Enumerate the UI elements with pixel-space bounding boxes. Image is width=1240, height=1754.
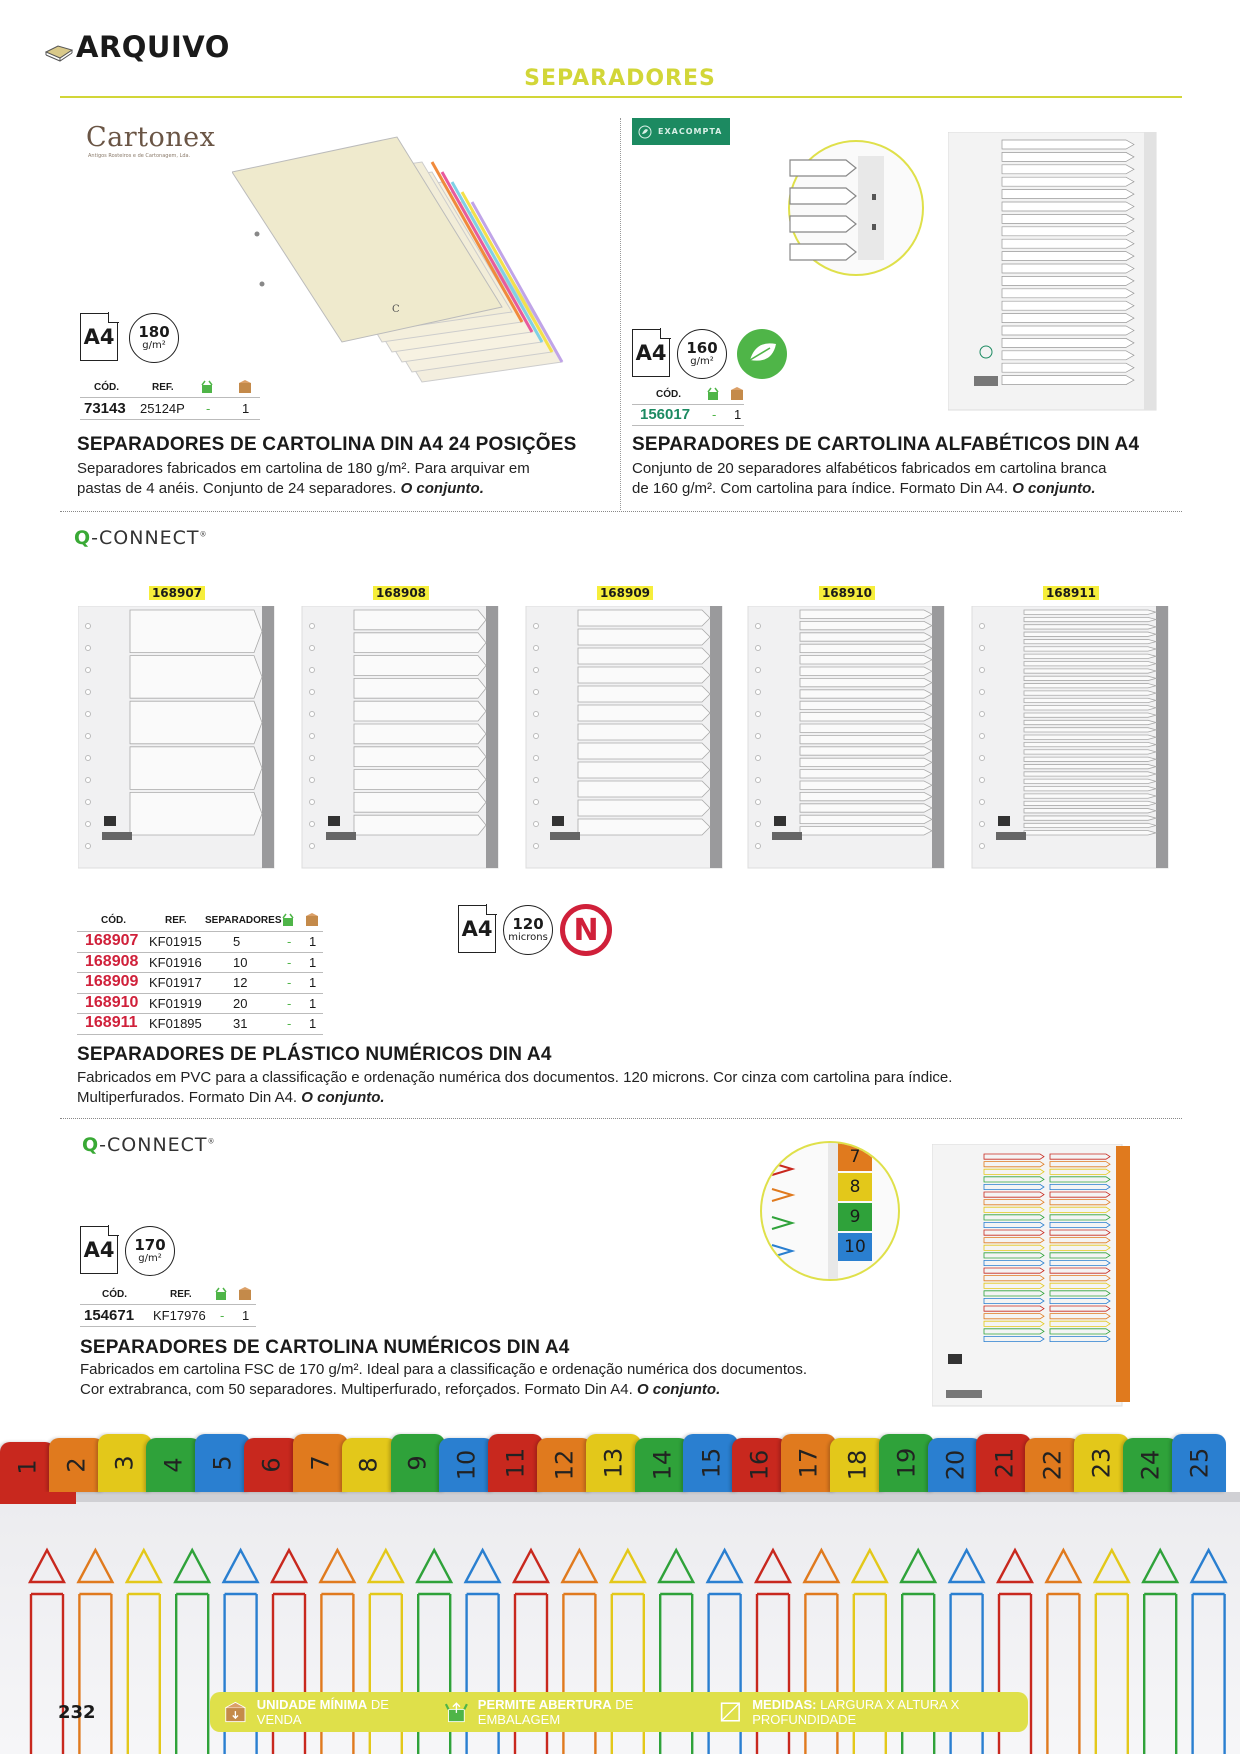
- new-product-badge: N: [560, 904, 612, 956]
- legend-bar: [210, 1692, 1028, 1732]
- cartonex-logo: Cartonex: [86, 122, 216, 153]
- opening-value: -: [287, 995, 292, 1011]
- banner-arrow-outline: [127, 1550, 161, 1754]
- page-number: 232: [58, 1702, 96, 1723]
- unit-value: 1: [309, 954, 317, 970]
- banner-tab-label: 8: [355, 1457, 384, 1473]
- alphabetic-tab: [1002, 363, 1134, 372]
- a4-size-badge: A4: [80, 313, 118, 361]
- alphabetic-tabs-zoom-image: [786, 138, 926, 278]
- plastic-dividers-images: [78, 606, 1178, 872]
- plastic-dividers-gallery: [78, 582, 1178, 872]
- col-code-header: CÓD.: [94, 382, 119, 393]
- alphabetic-tab: [1002, 376, 1134, 385]
- min-unit-box-icon: [238, 1287, 252, 1301]
- a4-size-badge: A4: [80, 1226, 118, 1274]
- col-code-header: CÓD.: [101, 915, 126, 926]
- product-ref: 25124P: [140, 401, 185, 416]
- product-code: 168908: [85, 952, 139, 970]
- zoom-tab: 9: [838, 1203, 872, 1231]
- open-package-icon: [200, 380, 214, 394]
- open-package-icon: [214, 1287, 228, 1301]
- paper-weight-badge: [125, 1226, 175, 1276]
- banner-number-tab: [98, 1434, 153, 1492]
- banner-arrow-outline: [78, 1550, 112, 1754]
- legend-opening: PERMITE ABERTURA DE EMBALAGEM: [477, 1697, 634, 1727]
- banner-number-tab: [1123, 1438, 1178, 1492]
- opening-value: -: [220, 1308, 225, 1323]
- banner-tab-label: 18: [843, 1449, 872, 1481]
- banner-tab-label: 3: [111, 1455, 140, 1471]
- banner-tab-label: 4: [159, 1457, 188, 1473]
- product-ref: KF01917: [149, 975, 202, 990]
- col-ref-header: REF.: [152, 382, 174, 393]
- dimensions-icon: [719, 1699, 742, 1725]
- banner-tab-label: 12: [550, 1449, 579, 1481]
- plastic-divider-sheet: [302, 606, 498, 868]
- plastic-divider-sheet: [748, 606, 944, 868]
- cartonex-dividers-image: [232, 132, 582, 402]
- banner-number-tab: [244, 1438, 299, 1492]
- banner-number-tab: [879, 1434, 934, 1492]
- alphabetic-tab: [1002, 190, 1134, 199]
- thickness-unit: microns: [508, 932, 548, 943]
- unit-value: 1: [734, 407, 742, 422]
- banner-tab-label: 23: [1087, 1447, 1116, 1479]
- product-title: SEPARADORES DE CARTOLINA ALFABÉTICOS DIN A4: [632, 434, 1140, 455]
- banner-number-tab: [439, 1438, 494, 1492]
- image-label: 168908: [302, 582, 500, 601]
- product-description: Conjunto de 20 separadores alfabéticos fabricados em cartolina branca de 160 g/m². Com cartolina para índice. Formato Din A4. O conjunto.: [632, 460, 1107, 497]
- banner-number-tab: [49, 1438, 104, 1492]
- alphabetic-tab: [1002, 227, 1134, 236]
- banner-tab-label: 10: [452, 1449, 481, 1481]
- banner-tab-label: 21: [989, 1447, 1018, 1479]
- banner-number-tab: [0, 1442, 55, 1492]
- separators-count: 12: [233, 975, 248, 990]
- zoom-tab: 10: [838, 1233, 872, 1261]
- banner-number-tab: [683, 1434, 738, 1492]
- banner-number-tab: [537, 1438, 592, 1492]
- product-title: SEPARADORES DE PLÁSTICO NUMÉRICOS DIN A4: [77, 1044, 552, 1065]
- alphabetic-tab: [1002, 202, 1134, 211]
- product-ref: KF01919: [149, 995, 202, 1011]
- paper-weight-value: 170: [134, 1236, 166, 1254]
- banner-tab-label: 9: [403, 1455, 432, 1471]
- alphabetic-tab: [1002, 276, 1134, 285]
- banner-arrow-outline: [1095, 1550, 1129, 1754]
- q-connect-logo: Q-CONNECT®: [74, 527, 208, 549]
- banner-number-tab: [928, 1438, 983, 1492]
- unit-value: 1: [309, 975, 317, 990]
- banner-number-tab: [195, 1434, 250, 1492]
- unit-value: 1: [309, 995, 317, 1011]
- plastic-divider-sheet: [526, 606, 722, 868]
- product-ref: KF01916: [149, 954, 202, 970]
- separators-count: 31: [233, 1016, 248, 1031]
- alphabetic-tab: [1002, 252, 1134, 261]
- section-divider: [60, 1118, 1182, 1119]
- q-connect-logo: Q-CONNECT®: [82, 1134, 216, 1156]
- legend-dimensions: MEDIDAS: LARGURA X ALTURA X PROFUNDIDADE: [752, 1697, 960, 1727]
- alphabetic-tab: [1002, 165, 1134, 174]
- image-label: 168907: [78, 582, 276, 601]
- alphabetic-tab: [1002, 264, 1134, 273]
- banner-tab-label: 16: [745, 1449, 774, 1481]
- a4-size-badge: A4: [632, 329, 670, 377]
- leaf-logo-icon: [638, 125, 652, 139]
- banner-number-tab: [488, 1434, 543, 1492]
- banner-number-tab: [781, 1434, 836, 1492]
- svg-text:C: C: [392, 304, 400, 315]
- alphabetic-dividers-image: [948, 132, 1158, 412]
- a4-size-badge: A4: [458, 905, 496, 953]
- product-ref: KF17976: [153, 1308, 206, 1323]
- open-package-icon: [445, 1699, 468, 1725]
- alphabetic-tab: [1002, 289, 1134, 298]
- image-label: 168911: [972, 582, 1170, 601]
- product-code: 73143: [84, 400, 126, 417]
- product-description: Fabricados em cartolina FSC de 170 g/m². Ideal para a classificação e ordenação numérica dos documentos. Cor extrabranca, com 50 separadores. Multiperfurado, reforçados. Formato Din A4. O conjunto.: [80, 1361, 808, 1398]
- product-ref: KF01915: [149, 934, 202, 949]
- cartonex-logo-sub: Antigos Rosteiros e de Cartonagem, Lda.: [88, 153, 191, 159]
- banner-number-tab: [586, 1434, 641, 1492]
- paper-weight-value: 180: [138, 323, 170, 341]
- alphabetic-tab: [1002, 338, 1134, 347]
- product-code: 154671: [84, 1307, 135, 1324]
- banner-tab-label: 20: [940, 1449, 969, 1481]
- banner-tab-label: 24: [1136, 1449, 1165, 1481]
- page-category-title: ARQUIVO: [76, 30, 230, 64]
- section-divider: [60, 511, 1182, 512]
- banner-number-tab: [146, 1438, 201, 1492]
- product-code: 168910: [85, 993, 139, 1011]
- open-package-icon: [281, 913, 295, 927]
- plastic-divider-sheet: [78, 606, 274, 868]
- thickness-badge: [503, 905, 553, 955]
- paper-weight-badge: [677, 329, 727, 379]
- plastic-divider-sheet: [972, 606, 1168, 868]
- banner-number-tab: [830, 1438, 885, 1492]
- exacompta-logo: EXACOMPTA: [632, 118, 730, 145]
- col-ref-header: REF.: [170, 1289, 192, 1300]
- paper-weight-unit: g/m²: [138, 1253, 162, 1264]
- product-title: SEPARADORES DE CARTOLINA NUMÉRICOS DIN A4: [80, 1337, 570, 1358]
- unit-value: 1: [309, 1016, 317, 1031]
- opening-value: -: [287, 1016, 292, 1031]
- product-description: Fabricados em PVC para a classificação e ordenação numérica dos documentos. 120 microns. Cor cinza com cartolina para índice. Multiperfurados. Formato Din A4. O conjunto.: [77, 1069, 953, 1106]
- opening-value: -: [712, 407, 717, 422]
- separators-count: 20: [233, 995, 248, 1011]
- unit-value: 1: [242, 1308, 250, 1323]
- banner-tab-label: 2: [62, 1457, 91, 1473]
- numeric-card-dividers-image: [932, 1144, 1132, 1408]
- banner-number-tab: [1172, 1434, 1227, 1492]
- product-code: 168907: [85, 932, 139, 949]
- banner-arrow-outline: [175, 1550, 209, 1754]
- paper-weight-value: 160: [686, 339, 718, 357]
- separators-count: 5: [233, 934, 241, 949]
- opening-value: -: [287, 954, 292, 970]
- alphabetic-tab: [1002, 351, 1134, 360]
- section-title: SEPARADORES: [524, 66, 716, 91]
- banner-tab-label: 13: [599, 1447, 628, 1479]
- banner-arrow-outline: [1143, 1550, 1177, 1754]
- alphabetic-tab: [1002, 326, 1134, 335]
- product-description: Separadores fabricados em cartolina de 180 g/m². Para arquivar em pastas de 4 anéis. Conjunto de 24 separadores. O conjunto.: [77, 460, 530, 497]
- banner-tab-label: 15: [696, 1447, 725, 1479]
- min-unit-box-icon: [224, 1699, 247, 1725]
- banner-arrow-outline: [30, 1550, 64, 1754]
- image-label: 168909: [526, 582, 724, 601]
- banner-tab-label: 6: [257, 1457, 286, 1473]
- unit-value: 1: [242, 401, 250, 416]
- col-separators-header: SEPARADORES: [205, 915, 282, 926]
- archive-folder-icon: [44, 38, 74, 64]
- product-code: 168909: [85, 973, 139, 990]
- opening-value: -: [206, 401, 211, 416]
- banner-arrow-outline: [1046, 1550, 1080, 1754]
- col-code-header: CÓD.: [102, 1289, 127, 1300]
- banner-number-tab: [976, 1434, 1031, 1492]
- alphabetic-tab: [1002, 301, 1134, 310]
- banner-number-tab: [1074, 1434, 1129, 1492]
- legend-min-unit: UNIDADE MÍNIMA DE VENDA: [256, 1697, 389, 1727]
- banner-tab-label: 1: [13, 1459, 42, 1475]
- product-code: 156017: [640, 406, 691, 423]
- min-unit-box-icon: [730, 387, 744, 401]
- banner-tab-label: 11: [501, 1447, 530, 1479]
- paper-weight-badge: [129, 313, 179, 363]
- unit-value: 1: [309, 934, 317, 949]
- paper-weight-unit: g/m²: [690, 356, 714, 367]
- eco-leaf-icon: [736, 328, 788, 380]
- product-ref: KF01895: [149, 1016, 202, 1031]
- alphabetic-tab: [1002, 314, 1134, 323]
- alphabetic-tab: [1002, 140, 1134, 149]
- separators-count: 10: [233, 954, 248, 970]
- banner-tab-label: 25: [1185, 1447, 1214, 1479]
- banner-number-tab: [342, 1438, 397, 1492]
- banner-tab-label: 22: [1038, 1449, 1067, 1481]
- zoom-tab: 8: [838, 1173, 872, 1201]
- banner-number-tab: [635, 1438, 690, 1492]
- banner-tab-label: 5: [208, 1455, 237, 1471]
- opening-value: -: [287, 975, 292, 990]
- banner-tab-label: 19: [892, 1447, 921, 1479]
- zoom-arrows-graphic: [762, 1143, 900, 1281]
- column-divider: [620, 118, 621, 510]
- numeric-tabs-zoom-image: [760, 1141, 900, 1281]
- banner-tab-label: 14: [648, 1449, 677, 1481]
- banner-number-tab: [391, 1434, 446, 1492]
- thickness-value: 120: [512, 915, 544, 933]
- alphabetic-tab: [1002, 239, 1134, 248]
- image-label: 168910: [748, 582, 946, 601]
- opening-value: -: [287, 934, 292, 949]
- product-title: SEPARADORES DE CARTOLINA DIN A4 24 POSIÇÕES: [77, 434, 577, 455]
- paper-weight-unit: g/m²: [142, 340, 166, 351]
- banner-arrow-outline: [1192, 1550, 1226, 1754]
- alphabetic-tab: [1002, 152, 1134, 161]
- banner-number-tab: [293, 1434, 348, 1492]
- banner-number-tab: [1025, 1438, 1080, 1492]
- col-ref-header: REF.: [165, 915, 187, 926]
- alphabetic-tab: [1002, 177, 1134, 186]
- zoom-tab: 7: [838, 1143, 872, 1171]
- banner-number-tab: [732, 1438, 787, 1492]
- banner-tab-label: 17: [794, 1447, 823, 1479]
- header-divider: [60, 96, 1182, 98]
- alphabetic-tab: [1002, 214, 1134, 223]
- col-code-header: CÓD.: [656, 389, 681, 400]
- min-unit-box-icon: [305, 913, 319, 927]
- banner-tab-label: 7: [306, 1455, 335, 1471]
- min-unit-box-icon: [238, 380, 252, 394]
- product-code: 168911: [85, 1014, 138, 1031]
- open-package-icon: [706, 387, 720, 401]
